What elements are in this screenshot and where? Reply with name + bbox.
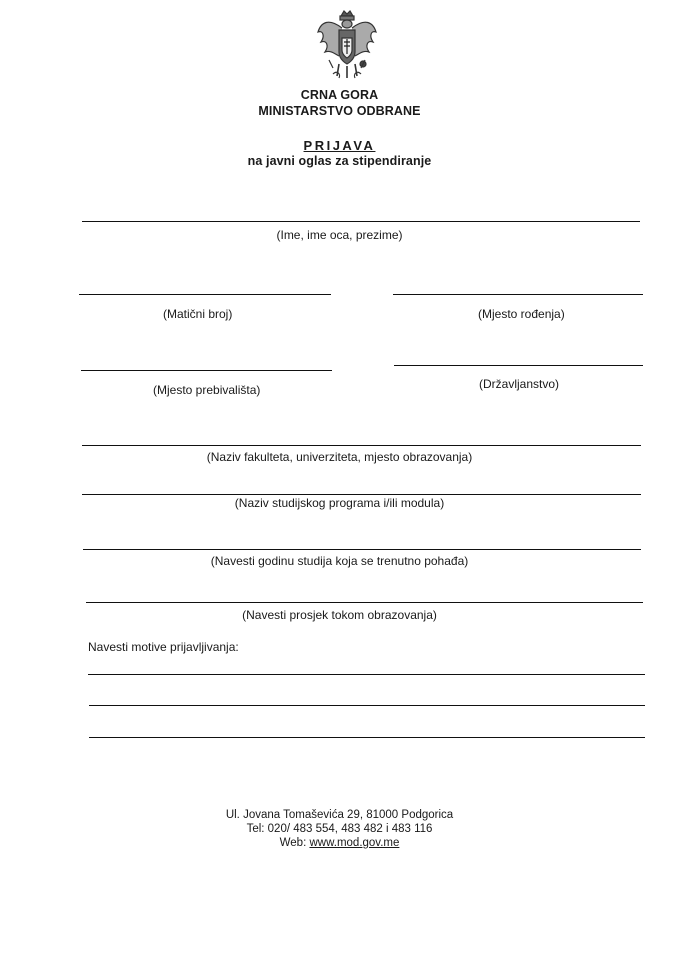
motives-label: Navesti motive prijavljivanja: bbox=[88, 640, 239, 654]
study-year-caption: (Navesti godinu studija koja se trenutno pohađa) bbox=[210, 554, 469, 568]
birthplace-caption: (Mjesto rođenja) bbox=[478, 307, 565, 321]
faculty-caption: (Naziv fakulteta, univerziteta, mjesto obrazovanja) bbox=[206, 450, 473, 464]
faculty-line[interactable] bbox=[82, 445, 641, 446]
birthplace-line[interactable] bbox=[393, 294, 643, 295]
average-grade-line[interactable] bbox=[86, 602, 643, 603]
motives-line[interactable] bbox=[89, 705, 645, 706]
full-name-caption: (Ime, ime oca, prezime) bbox=[276, 228, 403, 242]
full-name-line[interactable] bbox=[82, 221, 640, 222]
footer-web bbox=[0, 836, 679, 850]
motives-line[interactable] bbox=[89, 737, 645, 738]
study-year-line[interactable] bbox=[83, 549, 641, 550]
id-number-caption: (Matični broj) bbox=[163, 307, 233, 321]
ministry-heading: MINISTARSTVO ODBRANE bbox=[258, 104, 421, 118]
coat-of-arms-emblem bbox=[315, 8, 379, 86]
footer-address: Ul. Jovana Tomaševića 29, 81000 Podgorica bbox=[225, 809, 454, 821]
form-subtitle: na javni oglas za stipendiranje bbox=[247, 154, 432, 168]
motives-line[interactable] bbox=[88, 674, 645, 675]
residence-line[interactable] bbox=[81, 370, 332, 371]
residence-caption: (Mjesto prebivališta) bbox=[153, 383, 261, 397]
study-program-caption: (Naziv studijskog programa i/ili modula) bbox=[234, 496, 445, 510]
citizenship-caption: (Državljanstvo) bbox=[479, 377, 560, 391]
average-grade-caption: (Navesti prosjek tokom obrazovanja) bbox=[242, 608, 437, 622]
footer-web-link[interactable]: www.mod.gov.me bbox=[309, 837, 400, 849]
id-number-line[interactable] bbox=[79, 294, 331, 295]
country-heading: CRNA GORA bbox=[300, 88, 379, 102]
footer-phone: Tel: 020/ 483 554, 483 482 i 483 116 bbox=[246, 823, 433, 835]
footer-web-label: Web: bbox=[279, 837, 307, 849]
form-title: PRIJAVA bbox=[303, 138, 376, 153]
citizenship-line[interactable] bbox=[394, 365, 643, 366]
study-program-line[interactable] bbox=[82, 494, 641, 495]
